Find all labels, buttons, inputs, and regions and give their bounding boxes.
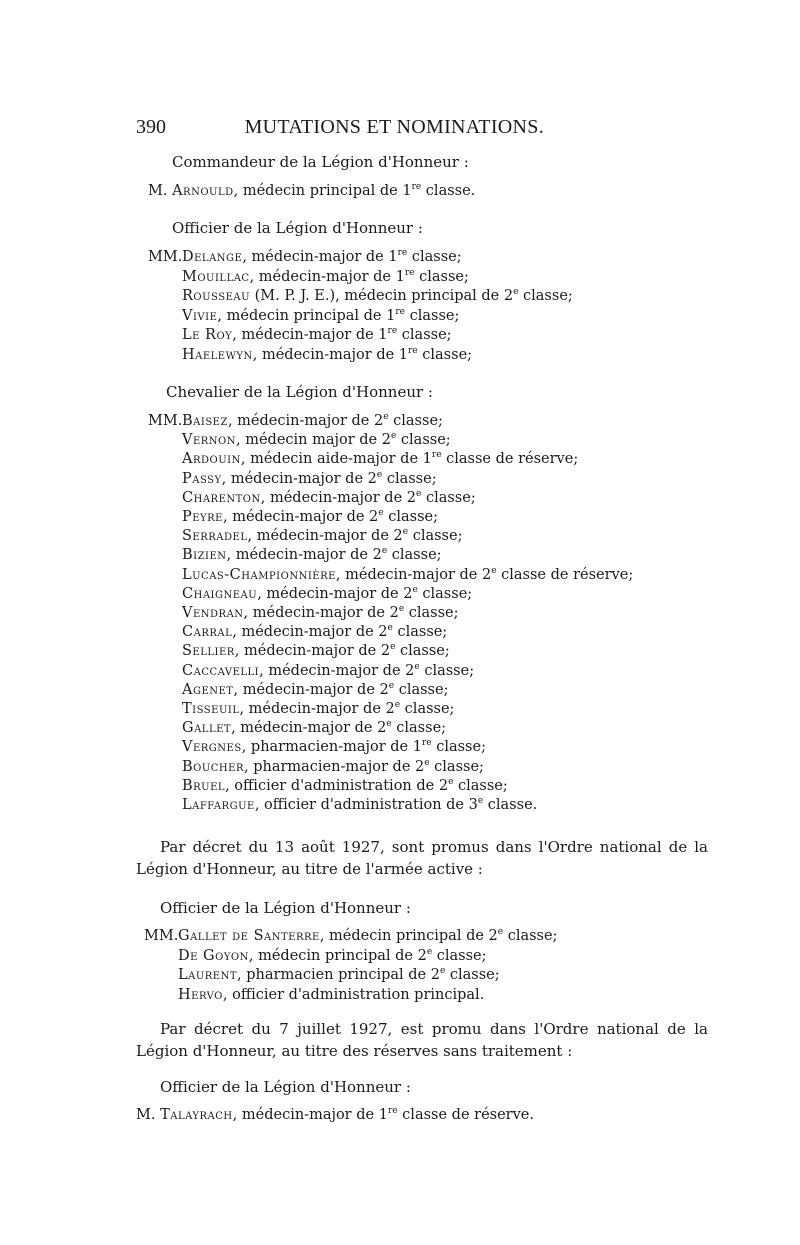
person-name: Vernon <box>182 432 236 449</box>
entry-line: Ardouin, médecin aide-major de 1re classe de réserve; <box>182 450 579 468</box>
page-number: 390 <box>136 116 166 138</box>
person-name: Laffargue <box>182 797 255 813</box>
entry-line: Vivie, médecin principal de 1re classe; <box>182 306 460 324</box>
person-name: Tisseuil <box>182 701 240 717</box>
person-name: Passy <box>182 470 222 487</box>
person-name: Vivie <box>182 307 218 324</box>
entry-line: MM.Gallet de Santerre, médecin principal de 2e classe; <box>144 927 558 944</box>
person-name: Delange <box>182 249 243 265</box>
person-name: Le Roy <box>182 327 233 343</box>
entry-line: Chaigneau, médecin-major de 2e classe; <box>182 584 473 602</box>
entry-line: Carral, médecin-major de 2e classe; <box>182 623 448 641</box>
decree-paragraph-2: Par décret du 7 juillet 1927, est promu dans l'Ordre national de la Légion d'Honneur, au titre des réserves sans traitement : <box>136 1020 708 1060</box>
entry-line: Rousseau (M. P. J. E.), médecin principal de 2e classe; <box>182 287 573 304</box>
section-heading-officier: Officier de la Légion d'Honneur : <box>172 219 423 237</box>
person-name: Gallet <box>182 720 232 737</box>
person-name: Chaigneau <box>182 585 258 602</box>
person-name: Vergnes <box>182 739 242 756</box>
person-name: Hervo <box>178 986 223 1003</box>
entry-line: Agenet, médecin-major de 2e classe; <box>182 680 449 698</box>
entry-line: Sellier, médecin-major de 2e classe; <box>182 642 450 660</box>
section-heading-chevalier: Chevalier de la Légion d'Honneur : <box>166 383 433 401</box>
decree-paragraph-1: Par décret du 13 août 1927, sont promus dans l'Ordre national de la Légion d'Honneur, au titre de l'armée active : <box>136 838 708 878</box>
person-name: Baisez <box>182 413 228 429</box>
entry-line: Vernon, médecin major de 2e classe; <box>182 431 451 449</box>
person-name: Carral <box>182 624 233 641</box>
person-name: Talayrach <box>160 1107 233 1123</box>
entry-line: Serradel, médecin-major de 2e classe; <box>182 527 463 545</box>
section-heading-officier-3: Officier de la Légion d'Honneur : <box>160 1078 411 1096</box>
person-name: Serradel <box>182 528 248 545</box>
entry-line: Charenton, médecin-major de 2e classe; <box>182 488 476 506</box>
entry-line: Bizien, médecin-major de 2e classe; <box>182 546 442 564</box>
person-name: Boucher <box>182 758 244 775</box>
person-name: Agenet <box>182 681 234 698</box>
entry-line: M. Arnould, médecin principal de 1re classe. <box>148 182 476 199</box>
entry-line: Passy, médecin-major de 2e classe; <box>182 469 437 487</box>
entry-line: Bruel, officier d'administration de 2e classe; <box>182 776 508 794</box>
entry-line: Tisseuil, médecin-major de 2e classe; <box>182 700 455 717</box>
running-title: MUTATIONS ET NOMINATIONS. <box>244 116 544 138</box>
running-header <box>136 116 544 140</box>
person-name: Charenton <box>182 489 261 506</box>
person-name: Arnould <box>172 183 234 199</box>
person-name: Mouillac <box>182 268 250 285</box>
person-name: Ardouin <box>182 451 241 468</box>
entry-line: Boucher, pharmacien-major de 2e classe; <box>182 757 484 775</box>
person-name: Gallet de Santerre <box>178 928 320 944</box>
entry-line: MM.Baisez, médecin-major de 2e classe; <box>148 412 443 429</box>
person-name: Bizien <box>182 547 227 564</box>
entry-line: Vendran, médecin-major de 2e classe; <box>182 604 459 621</box>
person-name: Vendran <box>182 605 244 621</box>
entry-line: Peyre, médecin-major de 2e classe; <box>182 508 438 525</box>
person-name: Haelewyn <box>182 346 253 363</box>
entry-line: Laurent, pharmacien principal de 2e classe; <box>178 966 500 983</box>
person-name: Laurent <box>178 967 238 983</box>
section-heading-officier-2: Officier de la Légion d'Honneur : <box>160 899 411 917</box>
entry-line: Gallet, médecin-major de 2e classe; <box>182 719 447 737</box>
person-name: Caccavelli <box>182 662 260 679</box>
entry-line: Le Roy, médecin-major de 1re classe; <box>182 326 452 343</box>
entry-line: Lucas-Championnière, médecin-major de 2e classe de réserve; <box>182 565 634 583</box>
person-name: Peyre <box>182 509 223 525</box>
entry-line: De Goyon, médecin principal de 2e classe; <box>178 946 487 964</box>
entry-line: M. Talayrach, médecin-major de 1re classe de réserve. <box>136 1106 534 1123</box>
entry-line: Mouillac, médecin-major de 1re classe; <box>182 267 469 285</box>
entry-line: Laffargue, officier d'administration de 3e classe. <box>182 796 538 813</box>
section-heading-commandeur: Commandeur de la Légion d'Honneur : <box>172 153 469 171</box>
person-name: Rousseau <box>182 288 251 304</box>
entry-line: Caccavelli, médecin-major de 2e classe; <box>182 661 475 679</box>
entry-line: Vergnes, pharmacien-major de 1re classe; <box>182 738 486 756</box>
person-name: Sellier <box>182 643 235 660</box>
entry-line: Hervo, officier d'administration principal. <box>178 986 485 1003</box>
person-name: Bruel <box>182 777 226 794</box>
entry-line: Haelewyn, médecin-major de 1re classe; <box>182 345 473 363</box>
person-name: Lucas-Championnière <box>182 566 336 583</box>
person-name: De Goyon <box>178 947 249 964</box>
entry-line: MM.Delange, médecin-major de 1re classe; <box>148 248 462 265</box>
